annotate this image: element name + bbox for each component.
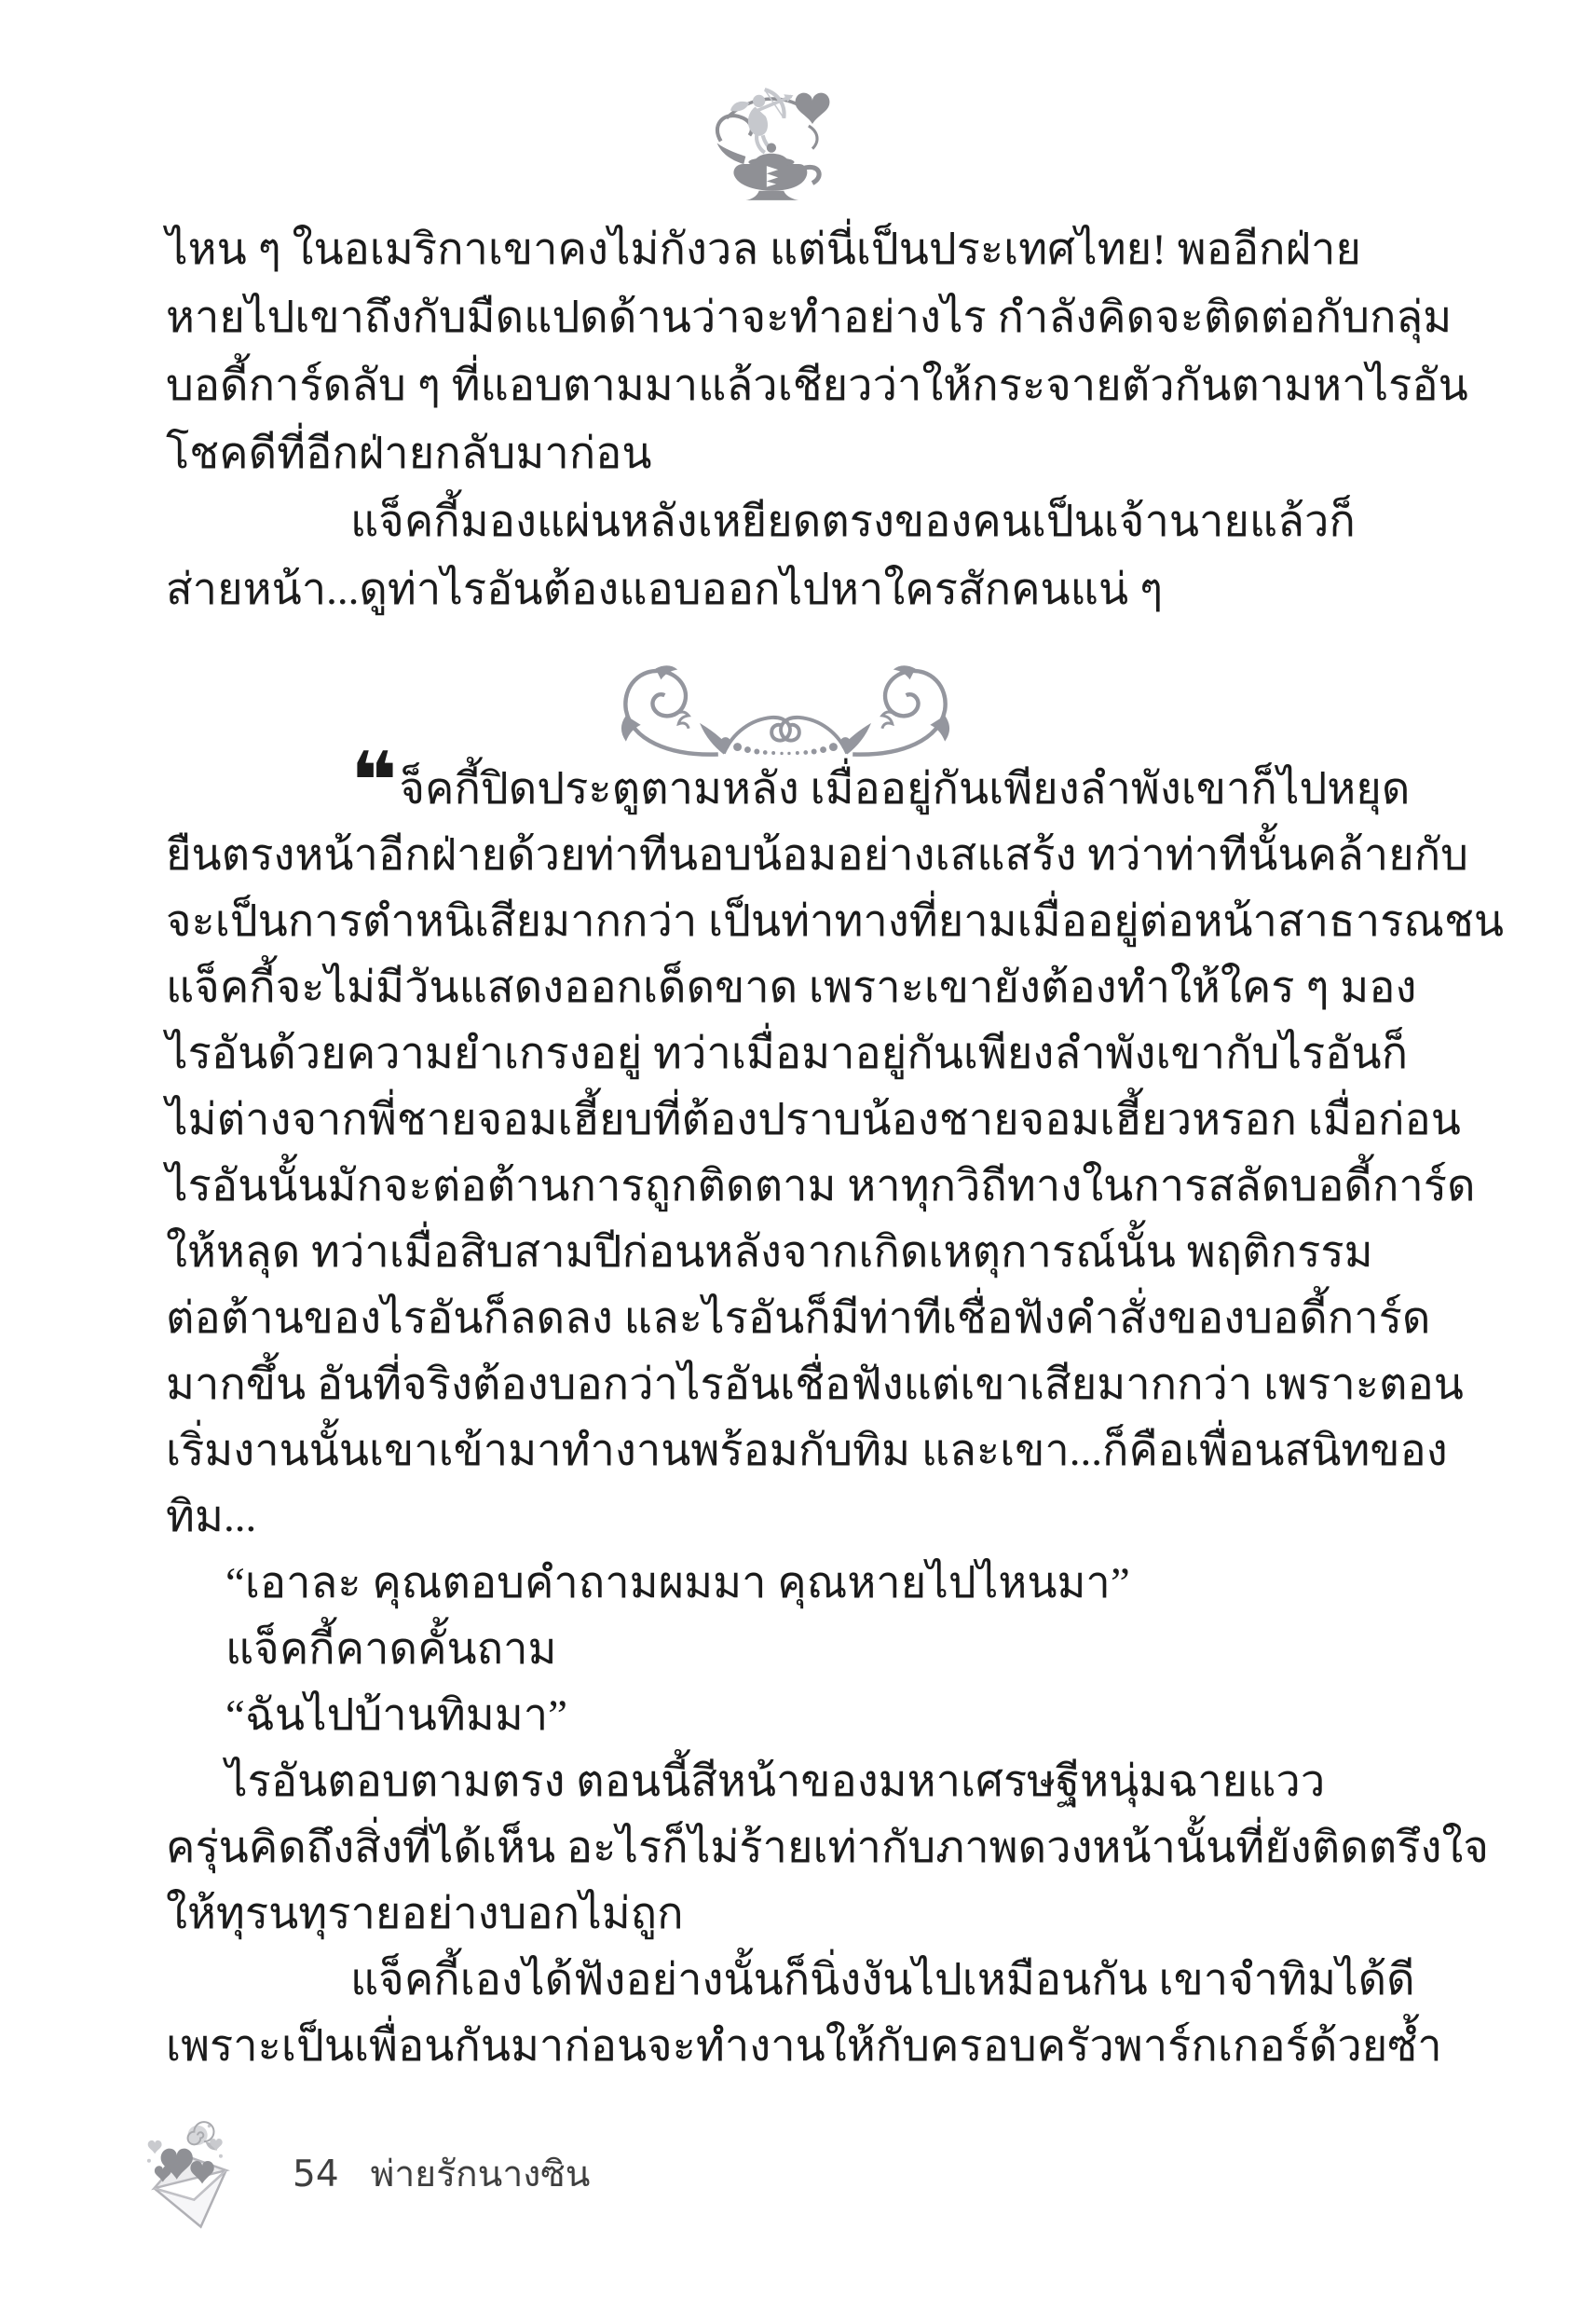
flourish-divider-icon <box>615 662 956 759</box>
page-number: 54 <box>293 2153 339 2195</box>
envelope-hearts-icon <box>140 2104 250 2244</box>
text-line: ไม่ต่างจากพี่ชายจอมเฮี้ยบที่ต้องปราบน้องชายจอมเฮี้ยวหรอก เมื่อก่อน <box>166 1096 1461 1144</box>
text-line: เพราะเป็นเพื่อนกันมาก่อนจะทำงานให้กับครอบครัวพาร์กเกอร์ด้วยซ้ำ <box>166 2022 1442 2071</box>
paragraph-section-2 <box>166 735 1504 2080</box>
drop-cap: ❝ <box>350 735 394 828</box>
cupid-lamp-icon <box>711 84 836 203</box>
cupid-lamp-ornament <box>711 84 836 203</box>
text-line: ให้หลุด ทว่าเมื่อสิบสามปีก่อนหลังจากเกิดเหตุการณ์นั้น พฤติกรรม <box>166 1228 1373 1277</box>
text-line: ต่อต้านของไรอันก็ลดลง และไรอันก็มีท่าทีเชื่อฟังคำสั่งของบอดี้การ์ด <box>166 1294 1431 1343</box>
text-line: “ฉันไปบ้านทิมมา” <box>225 1691 568 1740</box>
text-line: เริ่มงานนั้นเขาเข้ามาทำงานพร้อมกับทิม และเขา...ก็คือเพื่อนสนิทของ <box>166 1427 1448 1475</box>
text-line: ไหน ๆ ในอเมริกาเขาคงไม่กังวล แต่นี่เป็นประเทศไทย! พออีกฝ่าย <box>166 226 1361 274</box>
text-line: ส่ายหน้า...ดูท่าไรอันต้องแอบออกไปหาใครสักคนแน่ ๆ <box>166 566 1164 614</box>
text-line: มากขึ้น อันที่จริงต้องบอกว่าไรอันเชื่อฟังแต่เขาเสียมากกว่า เพราะตอน <box>166 1361 1464 1409</box>
book-title: พ่ายรักนางซิน <box>370 2154 591 2195</box>
text-line: ❝ จ็คกี้ปิดประตูตามหลัง เมื่ออยู่กันเพียงลำพังเขาก็ไปหยุด <box>350 735 1411 828</box>
text-line: หายไปเขาถึงกับมืดแปดด้านว่าจะทำอย่างไร กำลังคิดจะติดต่อกับกลุ่ม <box>166 294 1453 342</box>
paragraph-section-1 <box>166 216 1468 624</box>
text-line: “เอาละ คุณตอบคำถามผมมา คุณหายไปไหนมา” <box>225 1559 1130 1607</box>
page-footer <box>140 2104 590 2244</box>
text-line: ไรอันนั้นมักจะต่อต้านการถูกติดตาม หาทุกวิถีทางในการสลัดบอดี้การ์ด <box>166 1162 1476 1210</box>
text-line: ครุ่นคิดถึงสิ่งที่ได้เห็น อะไรก็ไม่ร้ายเท่ากับภาพดวงหน้านั้นที่ยังติดตรึงใจ <box>166 1824 1489 1872</box>
text-line: ทิม... <box>166 1493 257 1541</box>
text-line: โชคดีที่อีกฝ่ายกลับมาก่อน <box>166 430 652 478</box>
text-line: แจ็คกี้จะไม่มีวันแสดงออกเด็ดขาด เพราะเขายังต้องทำให้ใคร ๆ มอง <box>166 964 1417 1012</box>
text-line: บอดี้การ์ดลับ ๆ ที่แอบตามมาแล้วเชียวว่าให้กระจายตัวกันตามหาไรอัน <box>166 362 1468 410</box>
text-line: ให้ทุรนทุรายอย่างบอกไม่ถูก <box>166 1890 684 1938</box>
text-line: ไรอันด้วยความยำเกรงอยู่ ทว่าเมื่อมาอยู่กันเพียงลำพังเขากับไรอันก็ <box>166 1030 1409 1078</box>
text-line: ยืนตรงหน้าอีกฝ่ายด้วยท่าทีนอบน้อมอย่างเสแสร้ง ทว่าท่าทีนั้นคล้ายกับ <box>166 831 1468 880</box>
text-line: แจ็คกี้มองแผ่นหลังเหยียดตรงของคนเป็นเจ้านายแล้วก็ <box>350 498 1356 546</box>
text-line: ไรอันตอบตามตรง ตอนนี้สีหน้าของมหาเศรษฐีหนุ่มฉายแวว <box>225 1757 1326 1806</box>
text-line: แจ็คกี้เองได้ฟังอย่างนั้นก็นิ่งงันไปเหมือนกัน เขาจำทิมได้ดี <box>350 1956 1415 2004</box>
text-line: แจ็คกี้คาดคั้นถาม <box>225 1625 557 1674</box>
text-line: จะเป็นการตำหนิเสียมากกว่า เป็นท่าทางที่ยามเมื่ออยู่ต่อหน้าสาธารณชน <box>166 897 1504 946</box>
flourish-divider <box>615 662 956 759</box>
